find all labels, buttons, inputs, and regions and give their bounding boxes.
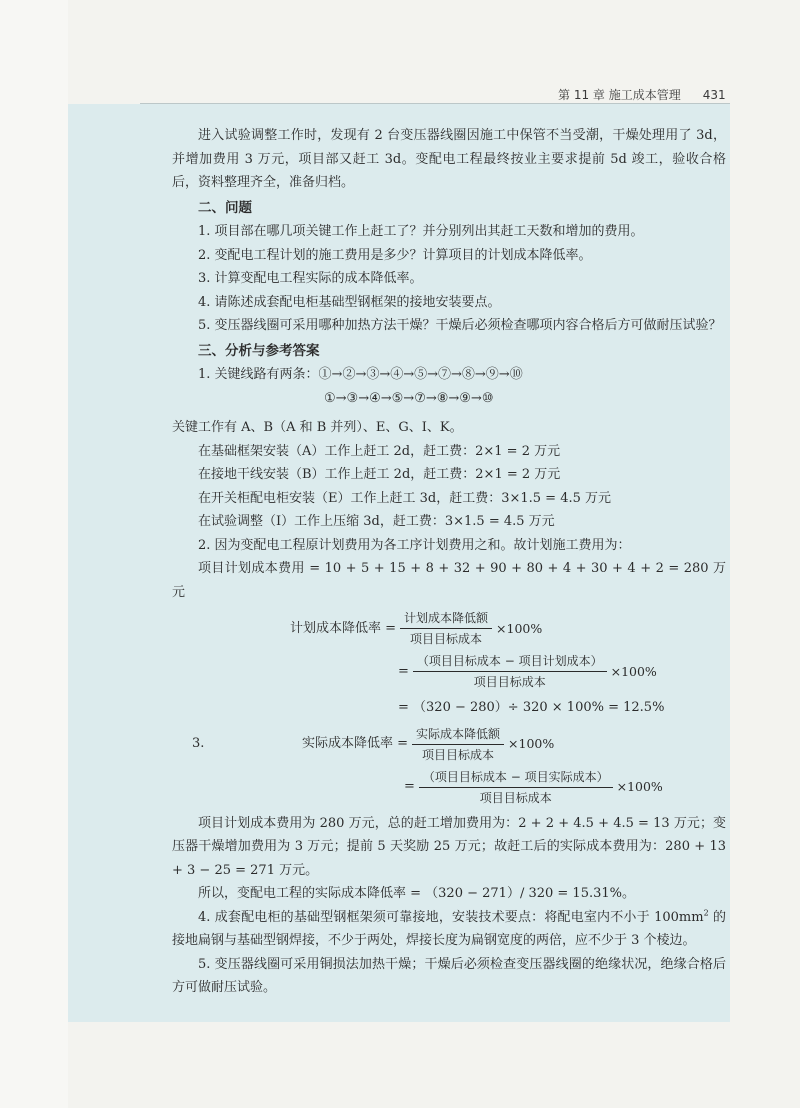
question-3: 3. 计算变配电工程实际的成本降低率。 — [198, 271, 423, 286]
section-heading-questions: 二、问题 — [198, 199, 252, 216]
critical-path-line-2 — [172, 387, 726, 411]
plan-rate-lhs: 计划成本降低率 = — [290, 620, 397, 636]
actual-rate-result: 所以，变配电工程的实际成本降低率 = （320 − 271）/ 320 = 15.31%。 — [198, 886, 635, 901]
critical-path-1: ①→②→③→④→⑤→⑦→⑧→⑨→⑩ — [318, 367, 523, 382]
chapter-title: 第 11 章 施工成本管理 — [558, 88, 681, 102]
actual-rate-numerator: 实际成本降低额 — [412, 724, 504, 745]
actual-rate-formula-2 — [172, 767, 726, 808]
question-4: 4. 请陈述成套配电柜基础型钢框架的接地安装要点。 — [198, 294, 501, 310]
answer-2-text: 2. 因为变配电工程原计划费用为各工序计划费用之和。故计划施工费用为： — [198, 537, 631, 553]
crash-line-b: 在接地干线安装（B）工作上赶工 2d，赶工费：2×1 = 2 万元 — [198, 467, 561, 482]
actual-cost-paragraph: 项目计划成本费用为 280 万元，总的赶工增加费用为：2 + 2 + 4.5 + 4.5 = 13 万元；变压器干燥增加费用为 3 万元；提前 5 天奖励 25 万元；故赶工后的实际成本费用为：280 + 13 + 3 − 25 = 271 万元。 — [172, 815, 726, 878]
question-5: 5. 变压器线圈可采用哪种加热方法干燥？干燥后必须检查哪项内容合格后方可做耐压试验？ — [198, 318, 722, 333]
equals-sign: = — [404, 779, 415, 795]
answer-1-label: 1. 关键线路有两条： — [198, 367, 319, 382]
plan-rate-denominator: 项目目标成本 — [410, 632, 483, 646]
crash-line-i: 在试验调整（I）工作上压缩 3d，赶工费：3×1.5 = 4.5 万元 — [198, 514, 555, 529]
critical-path-line-1 — [172, 363, 726, 387]
percent-factor: ×100% — [496, 620, 543, 636]
section-heading-answers: 三、分析与参考答案 — [198, 342, 320, 359]
actual-rate-denominator-expanded: 项目目标成本 — [479, 790, 552, 805]
actual-rate-numerator-expanded: （项目目标成本 − 项目实际成本） — [419, 767, 613, 788]
actual-rate-denominator: 项目目标成本 — [422, 747, 495, 762]
plan-rate-denominator-expanded: 项目目标成本 — [473, 675, 546, 689]
plan-cost-formula: 项目计划成本费用 = 10 + 5 + 15 + 8 + 32 + 90 + 80 + 4 + 30 + 4 + 2 = 280 万元 — [172, 561, 726, 600]
percent-factor: ×100% — [616, 779, 663, 795]
answer-4-paragraph — [172, 906, 726, 953]
percent-factor: ×100% — [508, 736, 555, 752]
plan-rate-numerator: 计划成本降低额 — [400, 608, 492, 629]
answer-3-label: 3. — [192, 736, 205, 752]
plan-rate-result: = （320 − 280）÷ 320 × 100% = 12.5% — [398, 700, 665, 715]
key-work-text: 关键工作有 A、B（A 和 B 并列）、E、G、I、K。 — [172, 420, 463, 435]
answer-4-text-b: 的接地扁钢与基础型钢焊接，不少于两处，焊接长度为扁钢宽度的两倍，应不少于 3 个棱边。 — [172, 909, 726, 948]
header-rule — [140, 103, 730, 104]
critical-path-2: ①→③→④→⑤→⑦→⑧→⑨→⑩ — [324, 390, 494, 406]
answer-4-text-a: 4. 成套配电柜的基础型钢框架须可靠接地，安装技术要点：将配电室内不小于 100mm — [198, 909, 704, 925]
plan-rate-formula-1 — [172, 608, 726, 649]
answer-5-paragraph: 5. 变压器线圈可采用铜损法加热干燥；干燥后必须检查变压器线圈的绝缘状况，绝缘合格后方可做耐压试验。 — [172, 956, 726, 995]
question-2: 2. 变配电工程计划的施工费用是多少？计算项目的计划成本降低率。 — [198, 247, 592, 263]
plan-rate-numerator-expanded: （项目目标成本 − 项目计划成本） — [413, 651, 607, 672]
equals-sign: = — [398, 663, 409, 679]
percent-factor: ×100% — [610, 663, 657, 679]
question-1: 1. 项目部在哪几项关键工作上赶工了？并分别列出其赶工天数和增加的费用。 — [198, 224, 644, 239]
actual-rate-lhs: 实际成本降低率 = — [302, 736, 409, 752]
page-number: 431 — [702, 88, 726, 102]
intro-paragraph: 进入试验调整工作时，发现有 2 台变压器线圈因施工中保管不当受潮，干燥处理用了 3d，并增加费用 3 万元，项目部又赶工 3d。变配电工程最终按业主要求提前 5d 竣工，验收合格后，资料整理齐全，准备归档。 — [172, 128, 726, 190]
page-content — [172, 124, 726, 1000]
plan-rate-formula-2 — [172, 651, 726, 692]
answer-4-superscript: 2 — [703, 908, 709, 918]
crash-line-e: 在开关柜配电柜安装（E）工作上赶工 3d，赶工费：3×1.5 = 4.5 万元 — [198, 490, 612, 506]
running-head — [558, 86, 726, 103]
crash-line-a: 在基础框架安装（A）工作上赶工 2d，赶工费：2×1 = 2 万元 — [198, 443, 561, 459]
actual-rate-formula-1 — [172, 724, 726, 765]
